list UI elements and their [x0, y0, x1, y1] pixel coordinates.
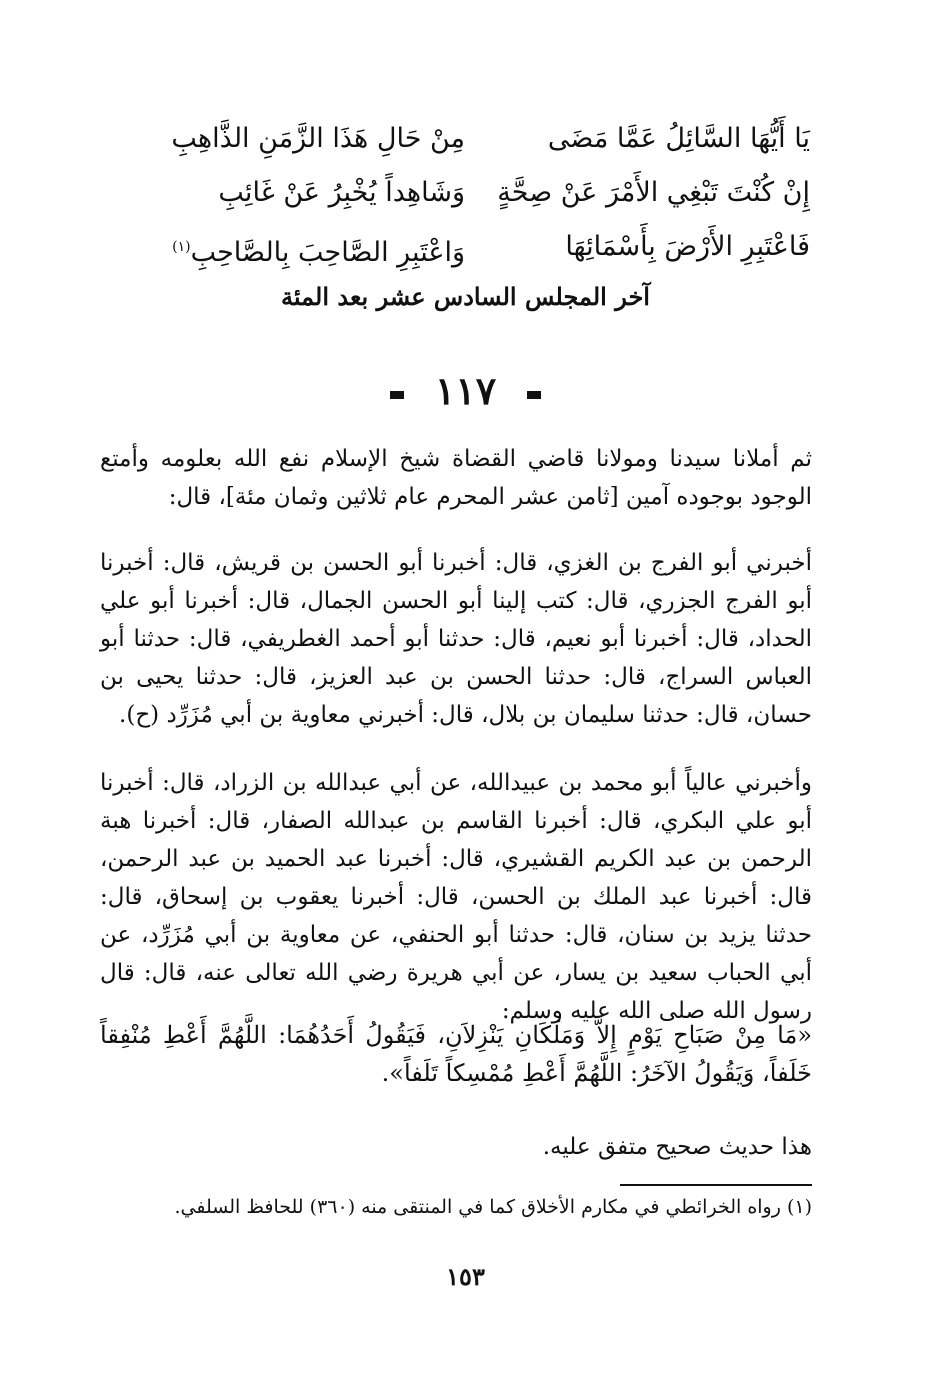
poem-verse — [120, 112, 810, 166]
verse-second-hemistich: وَشَاهِداً يُخْبِرُ عَنْ غَائِبِ — [218, 177, 465, 208]
session-end-title: آخر المجلس السادس عشر بعد المئة — [281, 282, 650, 311]
hadith-grading: هذا حديث صحيح متفق عليه. — [542, 1134, 812, 1160]
footnote-marker: (١) — [172, 239, 191, 255]
heading-left-dash — [390, 391, 404, 399]
isnad-paragraph-2: وأخبرني عالياً أبو محمد بن عبيدالله، عن أبي عبدالله بن الزراد، قال: أخبرنا أبو علي البكري، قال: أخبرنا القاسم بن عبدالله الصفار، قال: أخبرنا هبة الرحمن بن عبد الكريم القشيري، قال: أخبرنا عبد الحميد بن عبد الرحمن، قال: أخبرنا عبد الملك بن الحسن، قال: أخبرنا يعقوب بن إسحاق، قال: حدثنا يزيد بن سنان، قال: حدثنا أبو الحنفي، عن معاوية بن أبي مُزَرِّد، عن أبي الحباب سعيد بن يسار، عن أبي هريرة رضي الله تعالى عنه، قال: قال رسول الله صلى الله عليه وسلم: — [100, 770, 812, 1024]
verse-second-hemistich: مِنْ حَالِ هَذَا الزَّمَنِ الذَّاهِبِ — [171, 123, 465, 154]
verse-second-hemistich-text: وَاعْتَبِرِ الصَّاحِبَ بِالصَّاحِبِ — [190, 237, 465, 268]
verse-second-hemistich — [120, 220, 465, 274]
isnad-paragraph-1: أخبرني أبو الفرج بن الغزي، قال: أخبرنا أبو الحسن بن قريش، قال: أخبرنا أبو الفرج الجزري، قال: كتب إلينا أبو الحسن الجمال، قال: أخبرنا أبو علي الحداد، قال: أخبرنا أبو نعيم، قال: حدثنا أبو أحمد الغطريفي، قال: حدثنا أبو العباس السراج، قال: حدثنا الحسن بن عبد العزيز، قال: حدثنا يحيى بن حسان، قال: حدثنا سليمان بن بلال، قال: أخبرني معاوية بن أبي مُزَرِّد (ح). — [100, 550, 812, 728]
poem-verse — [120, 166, 810, 220]
poem — [120, 112, 810, 274]
intro-paragraph: ثم أملانا سيدنا ومولانا قاضي القضاة شيخ الإسلام نفع الله بعلومه وأمتع الوجود بوجوده آمين [ثامن عشر المحرم عام ثلاثين وثمان مئة]، قال: — [100, 446, 812, 510]
hadith-text: «مَا مِنْ صَبَاحِ يَوْمٍ إِلاَّ وَمَلَكَانِ يَنْزِلاَنِ، فَيَقُولُ أَحَدُهُمَا: اللَّهُمَّ أَعْطِ مُنْفِقاً خَلَفاً، وَيَقُولُ الآخَرُ: اللَّهُمَّ أَعْطِ مُمْسِكاً تَلَفاً». — [100, 1021, 812, 1087]
page-number: ١٥٣ — [446, 1262, 485, 1291]
section-heading — [0, 368, 931, 413]
section-number: ١١٧ — [434, 368, 497, 413]
heading-right-dash — [527, 391, 541, 399]
poem-verse — [120, 220, 810, 274]
verse-first-hemistich: يَا أَيُّهَا السَّائِلُ عَمَّا مَضَى — [547, 123, 810, 154]
verse-first-hemistich: إِنْ كُنْتَ تَبْغِي الأَمْرَ عَنْ صِحَّةٍ — [497, 177, 810, 208]
footnote-separator — [620, 1184, 812, 1186]
verse-first-hemistich: فَاعْتَبِرِ الأَرْضَ بِأَسْمَائِهَا — [565, 231, 810, 262]
footnote: (١) رواه الخرائطي في مكارم الأخلاق كما في المنتقى منه (٣٦٠) للحافظ السلفي. — [174, 1196, 812, 1218]
